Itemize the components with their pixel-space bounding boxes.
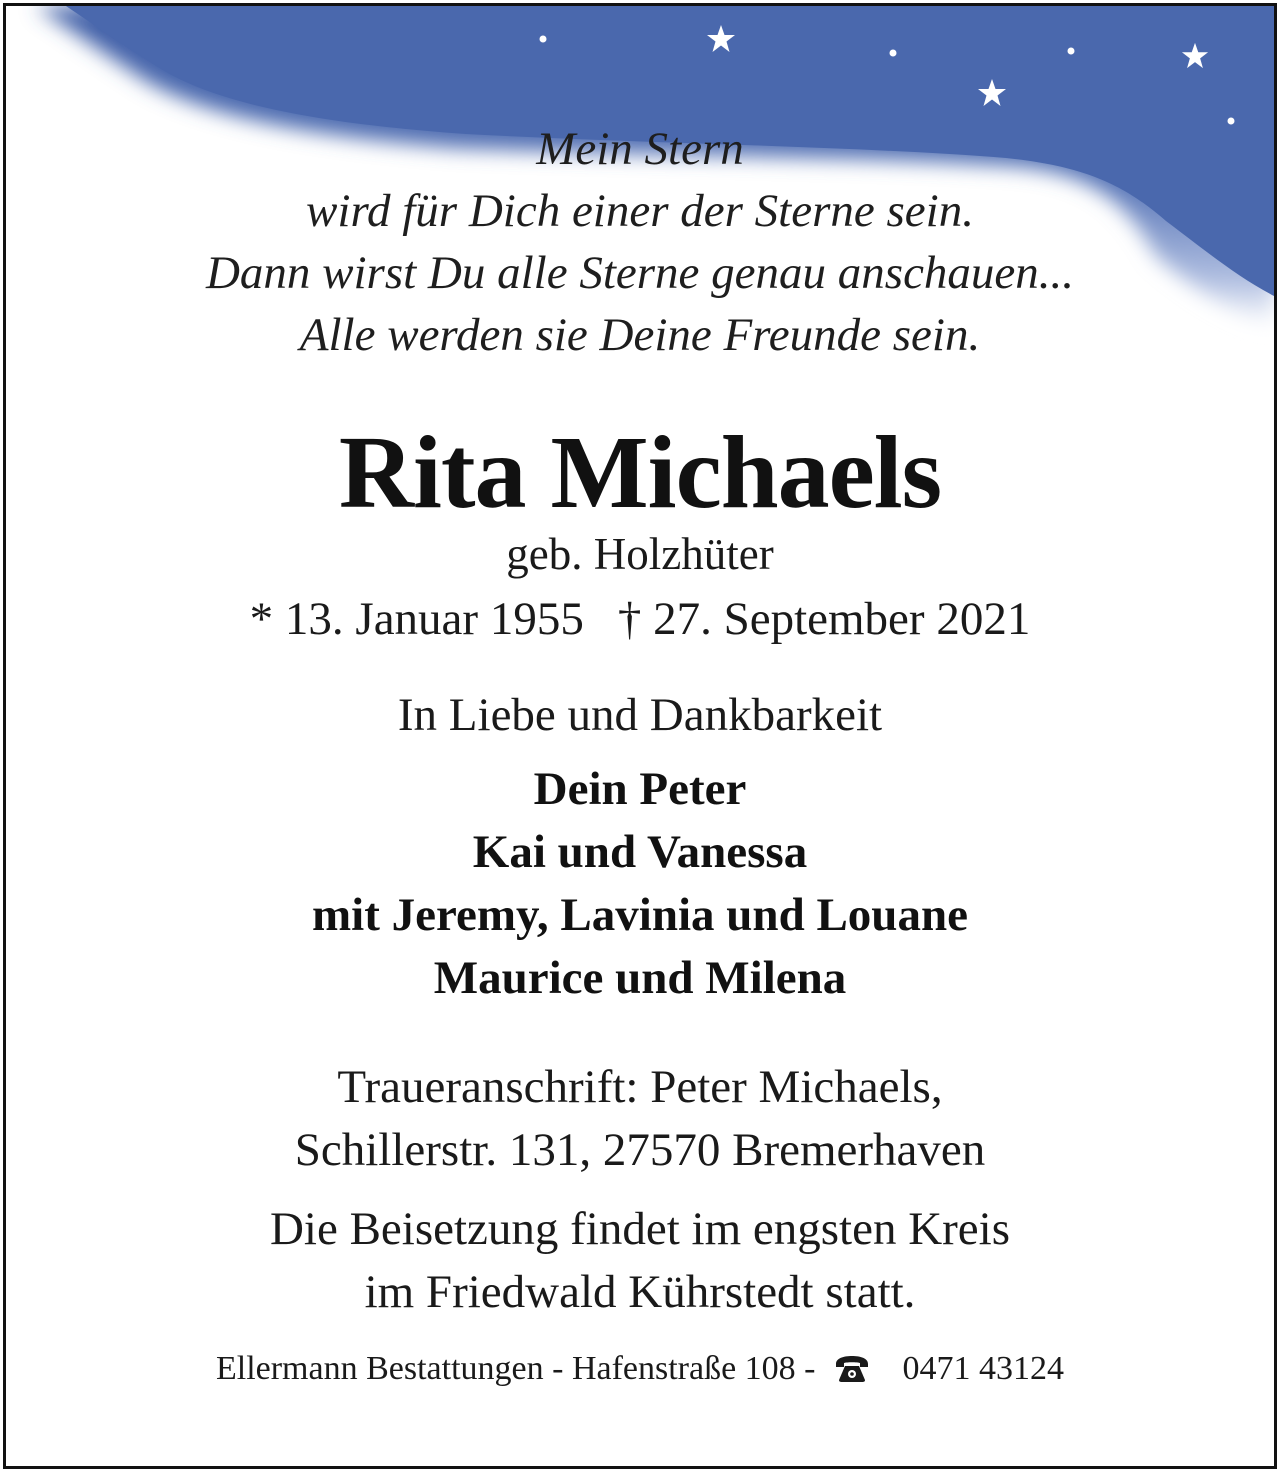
star-icon	[706, 24, 736, 54]
poem	[6, 118, 1274, 366]
star-icon	[1066, 46, 1076, 56]
birth-date: * 13. Januar 1955	[249, 593, 584, 645]
star-icon	[977, 78, 1007, 108]
life-dates	[6, 590, 1274, 648]
telephone-icon	[832, 1355, 872, 1383]
family-line: Maurice und Milena	[433, 952, 847, 1004]
star-icon	[1181, 42, 1209, 70]
family-line: Kai und Vanessa	[472, 826, 808, 878]
family-line: Dein Peter	[533, 763, 747, 815]
address-line: Traueranschrift: Peter Michaels,	[337, 1061, 943, 1113]
phone-number: 0471 43124	[902, 1350, 1064, 1387]
obituary-card	[3, 3, 1277, 1469]
death-date: † 27. September 2021	[617, 593, 1031, 645]
mourning-address	[6, 1056, 1274, 1182]
family-list	[6, 758, 1274, 1010]
funeral-home-footer	[6, 1346, 1274, 1392]
address-line: Schillerstr. 131, 27570 Bremerhaven	[294, 1124, 986, 1176]
family-line: mit Jeremy, Lavinia und Louane	[312, 889, 968, 941]
burial-notice	[6, 1198, 1274, 1324]
poem-line: wird für Dich einer der Sterne sein.	[306, 185, 974, 237]
funeral-home-text: Ellermann Bestattungen - Hafenstraße 108 -	[215, 1350, 816, 1387]
dedication: In Liebe und Dankbarkeit	[397, 689, 883, 741]
burial-line: im Friedwald Kührstedt statt.	[364, 1266, 916, 1318]
deceased-name: Rita Michaels	[338, 415, 942, 530]
maiden-name: geb. Holzhüter	[506, 529, 774, 579]
burial-line: Die Beisetzung findet im engsten Kreis	[269, 1203, 1011, 1255]
poem-line: Mein Stern	[536, 123, 744, 175]
poem-line: Dann wirst Du alle Sterne genau anschauen...	[205, 247, 1075, 299]
star-icon	[888, 48, 898, 58]
poem-line: Alle werden sie Deine Freunde sein.	[299, 309, 981, 361]
star-icon	[538, 34, 548, 44]
